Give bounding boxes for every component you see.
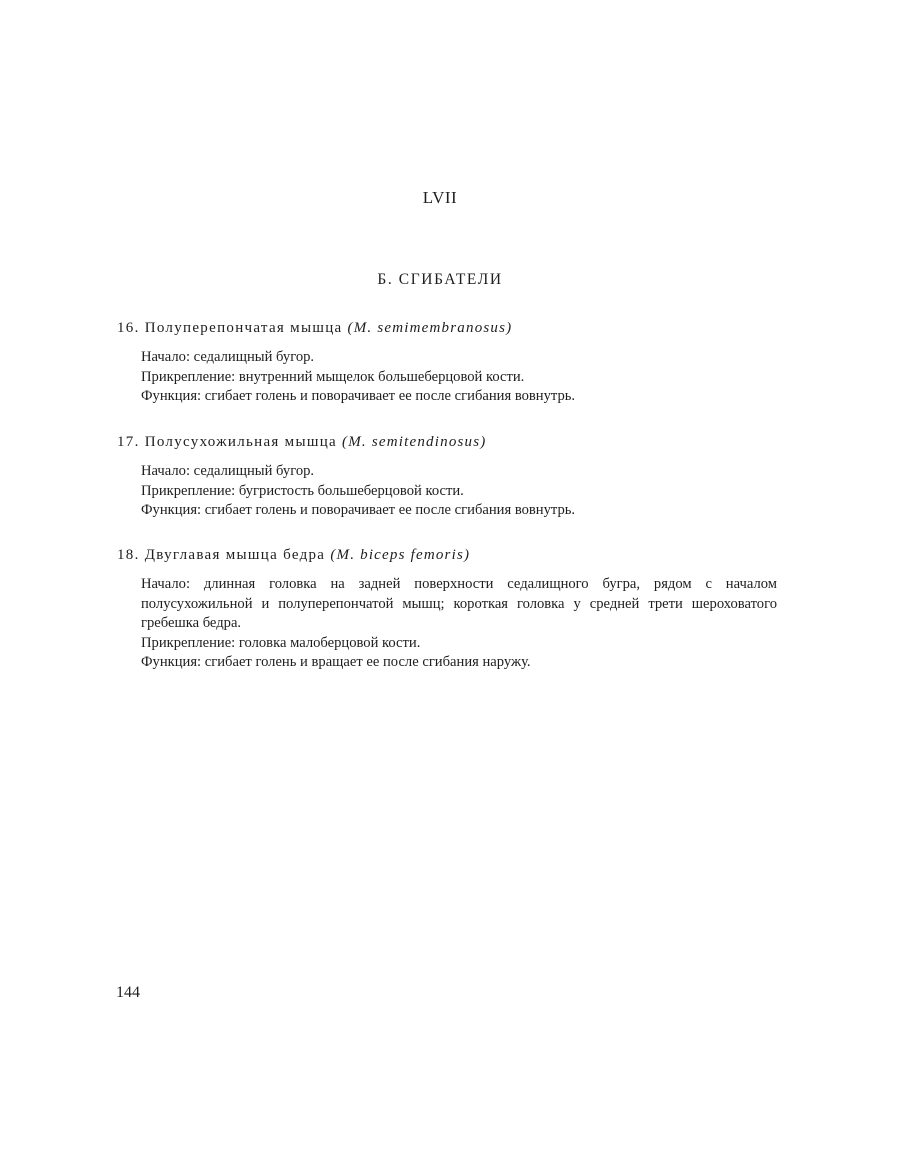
muscle-entry-semitendinosus: [117, 432, 777, 521]
muscle-heading: [117, 432, 777, 452]
muscle-insertion: Прикрепление: головка малоберцовой кости.: [141, 634, 421, 651]
muscle-origin: Начало: седалищный бугор.: [141, 463, 315, 479]
muscle-function: Функция: сгибает голень и вращает ее после сгибания наружу.: [141, 654, 531, 670]
muscle-latin-name: (M. semimembranosus): [347, 320, 513, 336]
muscle-name: 16. Полуперепончатая мышца: [117, 320, 348, 336]
muscle-description: [141, 462, 777, 521]
muscle-name: 17. Полусухожильная мышца: [117, 434, 343, 450]
page-number: 144: [116, 984, 140, 1001]
muscle-name: 18. Двуглавая мышца бедра: [117, 547, 331, 563]
muscle-function: Функция: сгибает голень и поворачивает ее после сгибания вовнутрь.: [141, 502, 576, 518]
muscle-description: [141, 575, 777, 673]
muscle-entry-biceps-femoris: [117, 545, 777, 673]
muscle-origin: Начало: седалищный бугор.: [141, 349, 315, 365]
muscle-description: [141, 348, 777, 407]
muscle-latin-name: (M. biceps femoris): [330, 547, 471, 563]
muscle-latin-name: (M. semitendinosus): [342, 434, 487, 450]
muscle-heading: [117, 545, 777, 565]
muscle-entry-semimembranosus: [117, 318, 777, 407]
muscle-heading: [117, 318, 777, 338]
muscle-insertion: Прикрепление: внутренний мыщелок большеберцовой кости.: [141, 368, 525, 385]
muscle-origin: Начало: длинная головка на задней поверхности седалищного бугра, рядом с началом полусухожильной и полуперепончатой мышц; короткая головка у средней трети шероховатого гребешка бедра.: [141, 576, 777, 631]
plate-number: LVII: [422, 188, 458, 207]
muscle-insertion: Прикрепление: бугристость большеберцовой кости.: [141, 482, 464, 499]
section-title: Б. СГИБАТЕЛИ: [377, 271, 503, 288]
muscle-function: Функция: сгибает голень и поворачивает ее после сгибания вовнутрь.: [141, 388, 576, 404]
